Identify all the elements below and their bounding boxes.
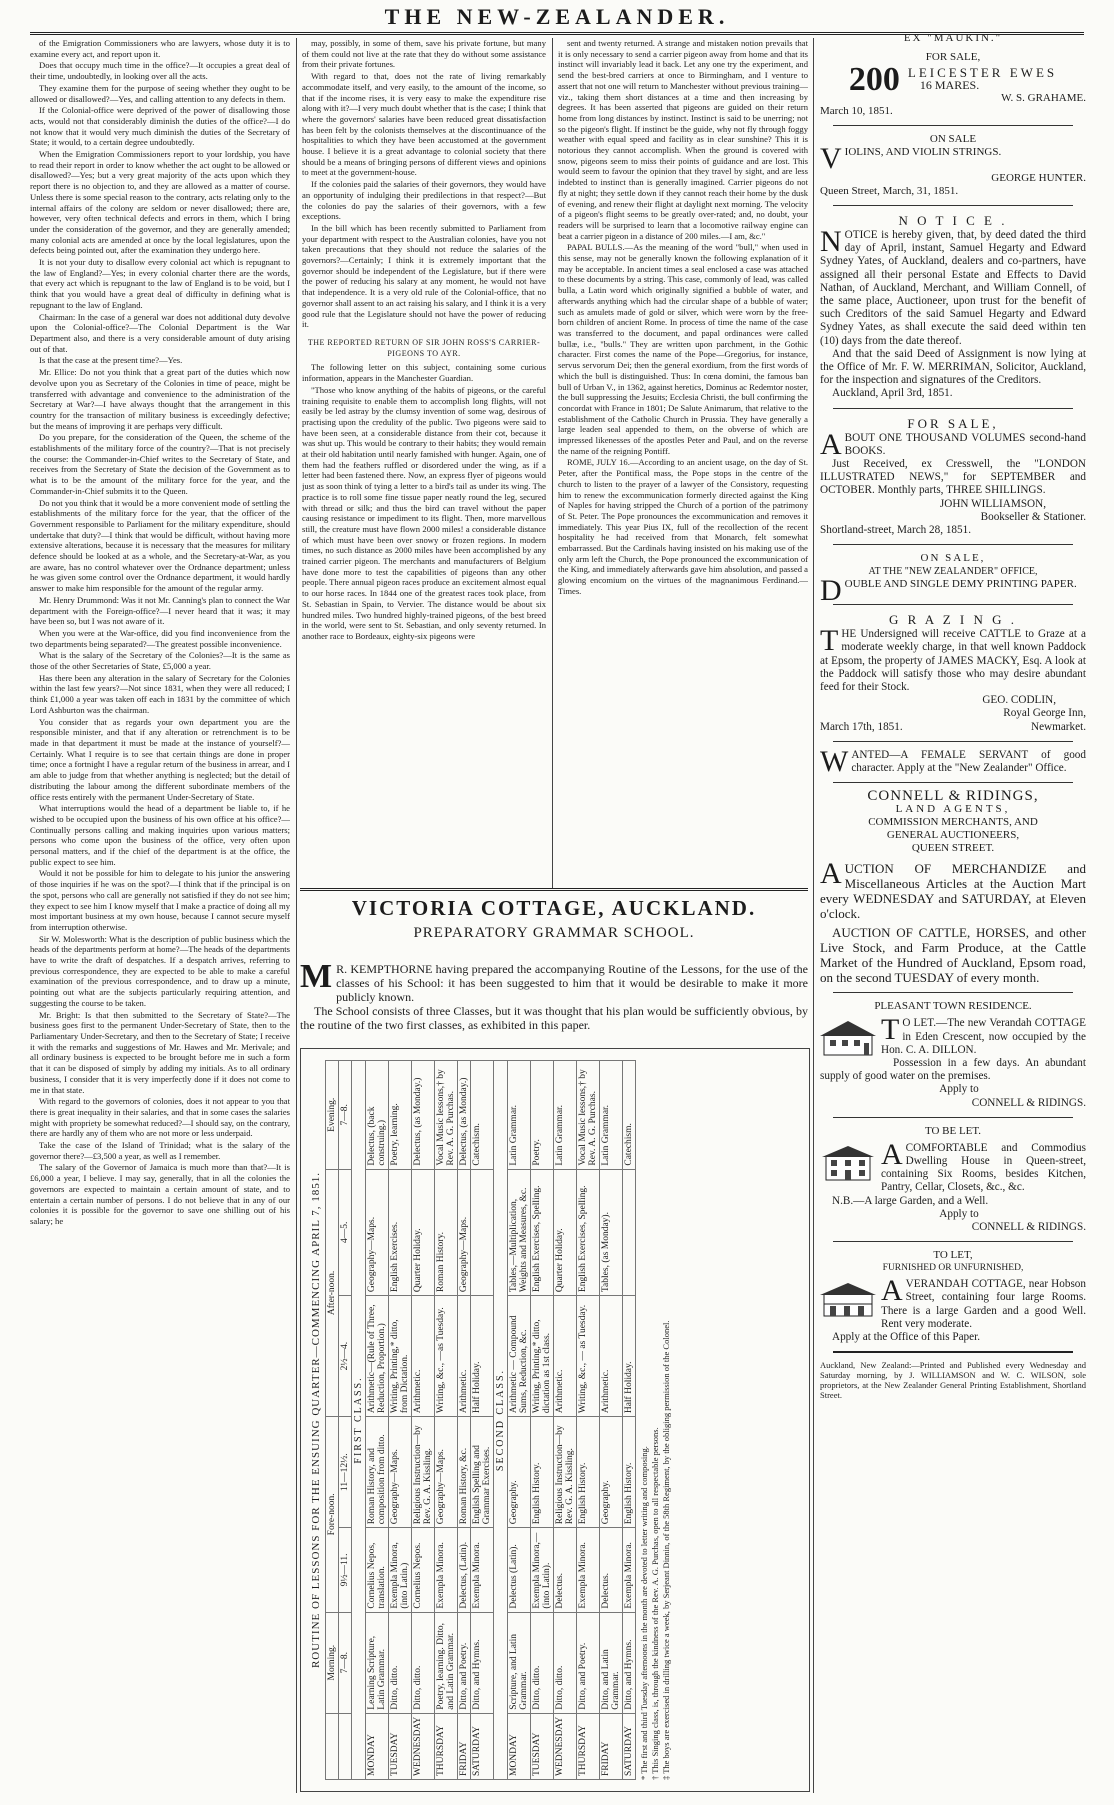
article-paragraph: The following letter on this subject, containing some curious information, appears in the Manchester Guardian.	[302, 362, 546, 384]
routine-cell: Writing, Printing,* ditto, from Dictation.	[389, 1296, 412, 1417]
routine-cell: Half Holiday.	[623, 1296, 636, 1417]
routine-day: MONDAY	[508, 1713, 531, 1779]
article-paragraph: of the Emigration Commissioners who are lawyers, whose duty it is to examine every act, and report upon it.	[30, 38, 290, 59]
routine-cell: Geography.	[508, 1417, 531, 1528]
routine-cell: Writing, Printing,* ditto, dictation as 1st class.	[531, 1296, 554, 1417]
article-paragraph: may, possibly, in some of them, save his private fortune, but many of them could not live at the rate that they do without some assistance from their private fortunes.	[302, 38, 546, 70]
article-paragraph: sent and twenty returned. A strange and mistaken notion prevails that it is only necessary to send a carrier pigeon away from home and that its instinct will invariably lead it back. Let any one try the experiment, and send the best-bred carriers at once to Birmingham, and I venture to assert that not one will return to Manchester without previous training—viz., taking them short distances at a time and then increasing by degrees. It has been asserted that pigeons are guided on their return home from long distances by instinct. Instinct is said to be unerring; not so the pigeon's flight. If instinct be the guide, why not fly through foggy weather with equal speed and facility as in clear sunshine? This it is notorious they cannot accomplish. When the ground is covered with snow, pigeons seem to miss their points of guidance and are lost. This would seem to favour the opinion that they travel by sight, and are less indebted to instinct than is generally imagined. Carrier pigeons do not fly at night; they settle down if they cannot reach their home by the dusk of evening, and renew their flight at daylight next morning. The velocity of a pigeon's flight seems to be greatly over-rated; and, no doubt, your readers will be surprised to learn that a locomotive railway engine can beat a carrier pigeon in a distance of 200 miles.—I am, &c."	[558, 38, 808, 241]
violins-text: IOLINS, AND VIOLIN STRINGS.	[844, 146, 1002, 158]
ad-separator	[833, 741, 1072, 742]
pleasant-body-2: Possession in a few days. An abundant supply of good water on the premises.	[820, 1056, 1086, 1083]
papal-bulls-text	[558, 38, 808, 597]
tobelet-body-2: N.B.—A large Garden, and a Well.	[832, 1194, 989, 1207]
books-date: Shortland-street, March 28, 1851.	[820, 524, 971, 537]
routine-cell: Ditto, ditto.	[412, 1612, 435, 1713]
paper-dropcap: D	[820, 574, 842, 608]
ad-separator	[833, 125, 1072, 126]
class-header: FIRST CLASS.	[352, 1061, 366, 1780]
governor-salaries-text	[302, 38, 546, 330]
article-column-2	[302, 38, 546, 886]
parliamentary-evidence-text	[30, 38, 290, 1227]
column-rule-1	[296, 38, 297, 1793]
routine-rotated	[310, 1060, 800, 1780]
article-paragraph: Has there been any alteration in the salary of Secretary for the Colonies within the last few years?—Not since 1831, when they were all reduced; I think £1,000 a year was taken off each in 1831 by the committee of which Lord Ashburton was the chairman.	[30, 672, 290, 715]
routine-row	[458, 1061, 471, 1780]
ad-to-be-let	[820, 1125, 1086, 1234]
school-dropcap: M	[300, 958, 333, 995]
period-morning: Morning.	[326, 1612, 339, 1713]
article-paragraph: Do not you think that it would be a more convenient mode of settling the establishments of the military force for the year, that the officer of the Government responsible to Parliament for the military expenditure, should undertake that duty?—I think that would be difficult, without having more extensive alterations, because it is necessary that the measures for military defence should be looked at as a whole, and the Secretary-at-War, as you are aware, has no control whatever over the Ordnance department; unless he was given some control over the Ordnance department, it would hardly answer to make him responsible for the amount of the regular army.	[30, 497, 290, 594]
paper-location: AT THE "NEW ZEALANDER" OFFICE,	[868, 566, 1038, 578]
grazing-signature: GEO. CODLIN,	[982, 694, 1056, 707]
article-paragraph: They examine them for the purpose of seeing whether they ought to be allowed or disallowed?—Yes, and calling attention to any defects in them.	[30, 82, 290, 104]
tolet-body-1: VERANDAH COTTAGE, near Hobson Street, containing four large Rooms. There is a large Garden and a good Well. Rent very moderate.	[881, 1278, 1086, 1330]
ad-books	[820, 416, 1086, 538]
routine-day: TUESDAY	[389, 1713, 412, 1779]
grazing-inn: Royal George Inn,	[1003, 707, 1086, 720]
routine-cell: Exempla Minora.	[623, 1528, 636, 1612]
routine-cell: Ditto, and Hymns.	[471, 1612, 494, 1713]
ad-printing-paper	[820, 552, 1086, 608]
routine-day: THURSDAY	[577, 1713, 600, 1779]
article-paragraph: The salary of the Governor of Jamaica is much more than that?—It is £6,000 a year, I believe. I may say, generally, that in all the colonies the governors are expected to maintain a certain amount of state, and to entertain a certain number of persons. I do not believe that in any of our colonies it is possible for the governor to save one shilling out of his salary; he	[30, 1162, 290, 1226]
routine-note: * The first and third Tuesday afternoons in the month are devoted to letter writing and composing.	[639, 1446, 649, 1780]
pigeons-text	[302, 362, 546, 641]
grazing-place: Newmarket.	[1031, 720, 1086, 733]
article-paragraph: Mr. Bright: Is that then submitted to the Secretary of State?—The business goes first to the permanent Under-Secretary of State, then to the Parliamentary Under-Secretary, and then to the Secretary of State; I receive it with the remarks and suggestions of Mr. Hawes and Mr. Merivale; and all ordinary business is expected to be brought before me in such a form that it can be disposed of simply by adding my initials. As to all ordinary business, I consider that it is very imperfectly done if it does not come to me in that state.	[30, 1009, 290, 1095]
routine-cell: English Exercises.	[389, 1169, 412, 1295]
article-paragraph: With regard to the governors of colonies, does it not appear to you that there is great inequality in their salaries, and that in some cases the salaries might with propriety be somewhat reduced?—I should say, on the contrary, there are hardly any of them who are not more or less underpaid.	[30, 1096, 290, 1139]
routine-cell: English Spelling and Grammar Exercises.	[471, 1417, 494, 1528]
time-header: 11—12½.	[339, 1417, 352, 1528]
routine-day: SATURDAY	[471, 1713, 494, 1779]
routine-cell: Roman History, &c.	[458, 1417, 471, 1528]
wanted-text: ANTED—A FEMALE SERVANT of good character. Apply at the "New Zealander" Office.	[851, 748, 1086, 775]
maukin-for-sale: FOR SALE,	[925, 51, 981, 63]
article-paragraph: Would it not be possible for him to delegate to his junior the answering of those inquiries if he was on the spot?—I think that if the principal is on the spot, persons who call are generally not satisfied if they do not see him; they expect to see him I know myself that I make a practice of doing all my most important business at my own house, because I cannot secure myself from interruption otherwise.	[30, 868, 290, 932]
time-header: 7—8.	[339, 1061, 352, 1170]
violins-dropcap: V	[820, 142, 842, 175]
routine-row	[577, 1061, 600, 1780]
time-header: 7—8.	[339, 1612, 352, 1713]
tobelet-title: TO BE LET.	[924, 1124, 982, 1137]
routine-notes	[639, 1060, 672, 1780]
paper-text: OUBLE AND SINGLE DEMY PRINTING PAPER.	[844, 578, 1077, 591]
ad-notice	[820, 213, 1086, 401]
routine-cell	[471, 1169, 494, 1295]
article-paragraph: Is that the case at the present time?—Yes.	[39, 355, 183, 366]
routine-cell: Ditto, and Poetry.	[577, 1612, 600, 1713]
routine-cell: Cornelius Nepos, translation.	[366, 1528, 389, 1612]
routine-cell: Delectus.	[554, 1528, 577, 1612]
routine-cell: Delectus.	[600, 1528, 623, 1612]
period-forenoon: Fore-noon.	[326, 1417, 339, 1612]
routine-day: FRIDAY	[600, 1713, 623, 1779]
routine-cell: Latin Grammar.	[508, 1061, 531, 1170]
ad-pleasant-residence	[820, 1000, 1086, 1109]
violins-title: ON SALE	[929, 133, 977, 145]
routine-cell: Delectus (Latin).	[508, 1528, 531, 1612]
ad-separator	[833, 992, 1072, 993]
ad-maukin	[820, 32, 1086, 118]
ad-separator	[833, 408, 1072, 409]
time-corner	[339, 1713, 352, 1779]
connell-auction-2: AUCTION OF CATTLE, HORSES, and other Live Stock, and Farm Produce, at the Cattle Market of the Hundred of Auckland, Epsom road, on the second TUESDAY of every month.	[820, 925, 1086, 986]
pleasant-signature: CONNELL & RIDINGS.	[971, 1096, 1086, 1109]
imprint-footer: Auckland, New Zealand:—Printed and Published every Wednesday and Saturday morning, by J. WILLIAMSON and W. C. WILSON, sole proprietors, at the New Zealander General Printing Establishment, Shortland Street.	[820, 1360, 1086, 1401]
routine-cell: English History.	[531, 1417, 554, 1528]
pleasant-title: PLEASANT TOWN RESIDENCE.	[874, 1000, 1032, 1013]
routine-cell: Arithmetic.	[554, 1296, 577, 1417]
routine-cell: Tables,—Multiplication, Weights and Measures, &c.	[508, 1169, 531, 1295]
ad-separator	[833, 1241, 1072, 1242]
routine-cell: Roman History.	[435, 1169, 458, 1295]
routine-cell: Geography—Maps.	[366, 1169, 389, 1295]
notice-body-2: And that the said Deed of Assignment is now lying at the Office of Mr. F. W. MERRIMAN, Solicitor, Auckland, for the inspection and signatures of the Creditors.	[820, 347, 1086, 387]
routine-cell: Poetry, learning.	[389, 1061, 412, 1170]
routine-cell: Vocal Music lessons,† by Rev. A. G. Purchas.	[435, 1061, 458, 1170]
routine-day: WEDNESDAY	[412, 1713, 435, 1779]
notice-dropcap: N	[820, 225, 842, 258]
routine-cell: Arithmetic.	[412, 1296, 435, 1417]
pleasant-body-1: O LET.—The new Verandah COTTAGE in Eden Crescent, now occupied by the Hon. C. A. DILLON.	[881, 1017, 1086, 1056]
connell-auction-1: UCTION OF MERCHANDIZE and Miscellaneous Articles at the Auction Mart every WEDNESDAY and SATURDAY, at Eleven o'clock.	[820, 861, 1086, 922]
pleasant-apply: Apply to	[939, 1083, 979, 1096]
tolet-title: TO LET,	[933, 1249, 973, 1262]
grazing-title: G R A Z I N G .	[888, 612, 1018, 628]
routine-note: † This Singing class, is, through the kindness of the Rev. A. G. Purchas, open to all respectable persons.	[650, 1427, 660, 1780]
books-body-1: BOUT ONE THOUSAND VOLUMES second-hand BOOKS.	[844, 431, 1086, 457]
routine-row	[389, 1061, 412, 1780]
verandah-cottage-icon	[820, 1280, 876, 1318]
routine-day: THURSDAY	[435, 1713, 458, 1779]
routine-cell: Ditto, and Hymns.	[623, 1612, 636, 1713]
tolet-subtitle: FURNISHED OR UNFURNISHED,	[882, 1263, 1024, 1274]
routine-cell: Exempla Minora.	[577, 1528, 600, 1612]
routine-caption: ROUTINE OF LESSONS FOR THE ENSUING QUARTER—COMMENCING APRIL 7, 1851.	[310, 1171, 322, 1669]
article-paragraph: PAPAL BULLS.—As the meaning of the word "bull," when used in this sense, may not be generally known the following explanation of it may be acceptable. In ancient times a seal enclosed a case was attached to these documents by a string. This case, commonly of lead, was called bulla, a Latin word which originally signified a bubble of water, and afterwards anything which had the circular shape of a bubble of water; such as amulets made of gold or silver, which were worn by the free-born children of ancient Rome. In process of time the name of the case was transferred to the document, and papal ordinances were called bullæ, i.e., "bulls." They are written upon parchment, in the Gothic character. First comes the name of the Pope—Gregorius, for instance, servus servorum Dei; then the general exordium, from the first words of which the bull is distinguished. Thus: In cœna domini, the famous ban bull of Urban V., in 1362, against heretics, Dominus ac Redemtor noster, the bull suppressing the Jesuits; Ecclesia Christi, the bull confirming the concordat with France in 1801; De Salute Animarum, that relative to the establishment of the Catholic Church in Prussia. They have generally a large leaden seal appended to them, on the obverse of which are impressed likenesses of the apostles Peter and Paul, and on the reverse the name of the reigning Pontiff.	[558, 242, 808, 456]
connell-line: LAND AGENTS,	[895, 803, 1011, 816]
routine-row	[600, 1061, 623, 1780]
routine-day: MONDAY	[366, 1713, 389, 1779]
wanted-dropcap: W	[820, 744, 849, 778]
routine-row	[508, 1061, 531, 1780]
tolet-body-2: Apply at the Office of this Paper.	[832, 1330, 980, 1343]
books-signature: JOHN WILLIAMSON,	[939, 497, 1046, 510]
routine-cell: Half Holiday.	[471, 1296, 494, 1417]
article-paragraph: ROME, JULY 16.—According to an ancient usage, on the day of St. Peter, after the Pontifical mass, the Pope stops in the centre of the church to listen to the prayer of a lawyer of the Consistory, requesting him to renew the excommunication formerly directed against the King of Naples for having stripped the Church of a portion of the patrimony of St. Peter. The Pope pronounces the excommunication and removes it immediately. This year Pius IX, full of the recollection of the recent hospitality he had received from that Monarch, felt somewhat embarrassed. But the Cardinals having insisted on his making use of the only arm left the Church, the Pope pronounced the excommunication of the King, and immediately afterwards gave him absolution, and passed a glowing encomium on the virtues of the magnanimous Ferdinand.—Times.	[558, 457, 808, 596]
article-paragraph: Chairman: In the case of a general war does not additional duty devolve upon the Colonial-office?—The Colonial Department is the War Department also, and there is a very considerable amount of duty arising out of that.	[30, 311, 290, 354]
routine-cell: Ditto, ditto.	[554, 1612, 577, 1713]
article-paragraph: You consider that as regards your own department you are the responsible minister, and that if any alteration or retrenchment is to be made in that department it must be made at the instance of yourself?—Certainly. What I require is to see that certain things are done in proper time; once a fortnight I have a regular return of the business in arrear, and I am able to judge from that whether anything is neglected; but the detail of distributing the labour among the different subordinate members of the office rests entirely with the permanent Under-Secretary of State.	[30, 716, 290, 802]
maukin-date: March 10, 1851.	[820, 105, 893, 117]
routine-day: WEDNESDAY	[554, 1713, 577, 1779]
school-title: VICTORIA COTTAGE, AUCKLAND.	[351, 896, 757, 920]
routine-cell: Tables, (as Monday).	[600, 1169, 623, 1295]
routine-cell: Exempla Minora.	[435, 1528, 458, 1612]
article-paragraph: Mr. Henry Drummond: Was it not Mr. Canning's plan to connect the War department with the Foreign-office?—I never heard that it was; it may have been so, but I was not aware of it.	[30, 594, 290, 627]
school-intro	[300, 958, 808, 1032]
grazing-date: March 17th, 1851.	[820, 720, 903, 733]
routine-row	[366, 1061, 389, 1780]
maukin-line1: LEICESTER EWES	[907, 65, 1058, 80]
routine-cell: Scripture, and Latin Grammar.	[508, 1612, 531, 1713]
ad-grazing	[820, 612, 1086, 734]
books-dropcap: A	[820, 427, 842, 461]
article-paragraph: Take the case of the Island of Trinidad; what is the salary of the governor there?—£3,500 a year, as well as I remember.	[30, 1140, 290, 1161]
ad-separator	[833, 604, 1072, 605]
article-column-1	[30, 38, 290, 1798]
routine-corner	[326, 1713, 339, 1779]
routine-cell: Catechism.	[471, 1061, 494, 1170]
school-intro-2: The School consists of three Classes, but it was thought that his plan would be sufficiently obvious, by the routine of the two first classes, as exhibited in this paper.	[300, 1004, 808, 1032]
ad-separator	[833, 1351, 1072, 1353]
connell-line: GENERAL AUCTIONEERS,	[886, 829, 1020, 842]
ad-to-let	[820, 1249, 1086, 1344]
routine-cell: Religious Instruction—by Rev. G. A. Kissling.	[412, 1417, 435, 1528]
ad-wanted	[820, 744, 1086, 778]
routine-cell: Ditto, ditto.	[389, 1612, 412, 1713]
ad-violins	[820, 133, 1086, 198]
routine-cell: Roman History, and composition from ditto.	[366, 1417, 389, 1528]
routine-cell: Poetry, learning. Ditto, and Latin Grammar.	[435, 1612, 458, 1713]
period-afternoon: After-noon.	[326, 1169, 339, 1417]
article-paragraph: If the colonies paid the salaries of their governors, they would have an opportunity of indulging their predilections in that respect?—But the colonies do pay the salaries of their governors, with a few exceptions.	[302, 179, 546, 222]
routine-cell: Writing, &c., — as Tuesday.	[577, 1296, 600, 1417]
routine-cell: Delectus, (back construing.)	[366, 1061, 389, 1170]
tobelet-dropcap: A	[881, 1137, 903, 1171]
routine-cell: Arithmetic — Compound Sums, Reduction, &c.	[508, 1296, 531, 1417]
routine-cell: Quarter Holiday.	[412, 1169, 435, 1295]
routine-cell: Exempla Minora, (into Latin.)	[389, 1528, 412, 1612]
routine-cell: Delectus, (as Monday.)	[458, 1061, 471, 1170]
routine-row	[554, 1061, 577, 1780]
article-paragraph: Do you prepare, for the consideration of the Queen, the scheme of the establishments of the military force of the country?—That is not precisely the course: the Commander-in-Chief writes to the Secretary of State, and receives from the Secretary of State the decision of the Government as to what is to be the amount of the military force for the year, and the Commander-in-Chief submits it to the Queen.	[30, 432, 290, 496]
tobelet-body-1: COMFORTABLE and Commodius Dwelling House in Queen-street, containing Six Rooms, besides Kitchen, Pantry, Cellar, Closets, &c., &c.	[881, 1141, 1086, 1194]
maukin-title: EX "MAUKIN."	[903, 32, 1003, 44]
tobelet-apply: Apply to	[939, 1207, 979, 1220]
article-paragraph: Does that occupy much time in the office?—It occupies a great deal of their time, undoubtedly, in looking over all the acts.	[30, 60, 290, 82]
routine-cell: Ditto, and Latin Grammar.	[600, 1612, 623, 1713]
routine-cell: Ditto, ditto.	[531, 1612, 554, 1713]
article-paragraph: What interruptions would the head of a department be liable to, if he wished to be occupied upon the business of his own office at his office?—Continually persons calling and making inquiries upon various matters; persons who come upon the business of the office, very often upon personal matters, and if the chief of the department is at the office, the public expect to see him.	[30, 803, 290, 867]
routine-cell	[623, 1169, 636, 1295]
routine-note: ‡ The boys are exercised in drilling twice a week, by Serjeant Dinnin, of the 58th Regiment, by the obliging permission of the Colonel.	[661, 1320, 671, 1780]
ad-separator	[833, 544, 1072, 545]
routine-cell: English Exercises, Spelling.	[577, 1169, 600, 1295]
routine-cell: Religious Instruction—by Rev. G. A. Kissling.	[554, 1417, 577, 1528]
school-intro-1: R. KEMPTHORNE having prepared the accompanying Routine of the Lessons, for the use of the classes of his School: it has been suggested to him that it would be desirable to make it more publicly known.	[336, 962, 808, 1004]
routine-cell: Vocal Music lessons,† by Rev. A. G. Purchas.	[577, 1061, 600, 1170]
routine-day: TUESDAY	[531, 1713, 554, 1779]
column-rule-2	[552, 38, 553, 888]
connell-line: QUEEN STREET.	[911, 842, 995, 855]
article-column-3	[558, 38, 808, 886]
pleasant-dropcap: T	[881, 1013, 900, 1047]
school-top-rule	[300, 888, 808, 891]
masthead-title: THE NEW-ZEALANDER.	[384, 4, 730, 29]
article-paragraph: "Those who know anything of the habits of pigeons, or the careful training requisite to enable them to accomplish long flights, will not easily be led astray by the clumsy invention of some wag, desirous of practising upon the credulity of the public. Two pigeons were said to have been seen, at a considerable distance from their cot, because it was shut up. This would be contrary to their habits; they would remain at their old habitation until nearly famished with hunger. Again, one of them had the feathers ruffled or disordered under the wing, as if a letter had been fastened there. Now, an express flyer of pigeons would just as soon think of tying a letter to a bird's tail as under its wing. The practice is to roll some fine tissue paper neatly round the leg, secured with thread or silk; and thus the bird can travel without the paper causing resistance or impediment to its flight. Then, more marvellous still, the creature must have flown 2000 miles! a considerable distance of which must have been over snowy or frozen regions. In modern times, no such distance as 2000 miles have been accomplished by any trained carrier pigeon. The merchants and manufacturers of Belgium have done more to test the capabilities of pigeons than any other people. There annual pigeon races produce an excitement almost equal to our horse races. In 1844 one of the greatest races took place, from St. Sebastian in Spain, to Vervier. The distance would be about six hundred miles. Two hundred highly-trained pigeons, of the best breed in the world, were sent to St. Sebastian, and only seventy returned. In another race to Bordeaux, eighty-six pigeons were	[302, 384, 546, 641]
tobelet-signature: CONNELL & RIDINGS.	[971, 1220, 1086, 1233]
ad-connell-ridings	[820, 790, 1086, 985]
class-header: SECOND CLASS.	[494, 1061, 508, 1780]
routine-row	[623, 1061, 636, 1780]
period-evening: Evening.	[326, 1061, 339, 1170]
books-title: FOR SALE,	[907, 415, 999, 431]
routine-cell: Latin Grammar.	[600, 1061, 623, 1170]
time-header: 2½—4.	[339, 1296, 352, 1417]
article-paragraph: What is the salary of the Secretary of the Colonies?—It is the same as those of the other Secretaries of State, £5,000 a year.	[30, 650, 290, 672]
routine-cell: Catechism.	[623, 1061, 636, 1170]
pigeons-heading: THE REPORTED RETURN OF SIR JOHN ROSS'S CARRIER-PIGEONS TO AYR.	[307, 337, 541, 358]
cottage-icon	[820, 1019, 876, 1057]
routine-row	[435, 1061, 458, 1780]
article-paragraph: In the bill which has been recently submitted to Parliament from your department with respect to the Australian colonies, have you not taken precautions that they should not reduce the salaries of the governors?—Certainly; I think it is extremely important that the governor should be independent of the Legislature, but if there were the power of reducing his salary at any moment, he would not have that independence. It is a very old rule of the Colonial-office, that no governor shall assent to an act raising his salary, and I think it is a very good rule that the Legislature should not have the power of reducing it.	[302, 222, 546, 330]
routine-cell: Geography—Maps.	[458, 1169, 471, 1295]
dwelling-house-icon	[820, 1144, 876, 1182]
article-paragraph: Mr. Ellice: Do not you think that a great part of the duties which now devolve upon you as Secretary of the Colonies in time of peace, might be transferred with advantage and convenience to the administration of the Secretary at War?—I have always thought that the arrangement in this country for the transaction of military business is exceedingly defective; but the means of improving it are perhaps very difficult.	[30, 367, 290, 431]
notice-body-1: OTICE is hereby given, that, by deed dated the third day of April, instant, Samuel Hegarty and Edward Sydney Yates, of Auckland, dealers and co-partners, have assigned all their personal Estate and Effects to David Nathan, of Auckland, Merchant, and William Connell, of the same place, Auctioneer, upon trust for the benefit of such Creditors of the said Samuel Hegarty and Edward Sydney Yates, as shall execute the said deed within ten (10) days from the date thereof.	[820, 229, 1086, 347]
routine-cell: Latin Grammar.	[554, 1061, 577, 1170]
books-body-2: Just Received, ex Cresswell, the "LONDON ILLUSTRATED NEWS," for SEPTEMBER and OCTOBER. Monthly parts, THREE SHILLINGS.	[820, 458, 1086, 497]
time-header: 9½—11.	[339, 1528, 352, 1612]
class-header-row	[494, 1061, 508, 1780]
routine-row	[412, 1061, 435, 1780]
column-rule-3	[813, 38, 814, 1793]
ad-separator	[833, 205, 1072, 206]
article-paragraph: If the Colonial-office were deprived of the power of disallowing those acts, would not that considerably diminish the duties of the office?—I do not know that it would very much diminish the duties of the Secretary of State; it would, to a certain degree undoubtedly.	[30, 105, 290, 148]
notice-date: Auckland, April 3rd, 1851.	[832, 387, 953, 400]
article-paragraph: When the Emigration Commissioners report to your lordship, you have to read their report in order to know whether the act ought to be allowed or disallowed?—Yes; but a very great majority of the acts upon which they report there is no objection to, and they are allowed as a matter of course. Unless there is some special reason to the contrary, acts relating only to the internal affairs of the colony are seldom or never disallowed; there are, however, very often technical defects and errors in them, which I bring under the consideration of the governor, and they are generally amended; many colonial acts are amended at once by the local legislatures, upon the defects being pointed out, after the examination they undergo here.	[30, 149, 290, 256]
routine-frame	[300, 1048, 810, 1792]
ad-separator	[833, 1117, 1072, 1118]
routine-cell: Exempla Minora,—(into Latin).	[531, 1528, 554, 1612]
connell-line: COMMISSION MERCHANTS, AND	[868, 816, 1038, 829]
tolet-dropcap: A	[881, 1274, 903, 1308]
article-paragraph: When you were at the War-office, did you find inconvenience from the two departments being separated?—The greatest possible inconvenience.	[30, 627, 290, 649]
maukin-number: 200	[848, 60, 900, 98]
ad-separator	[833, 782, 1072, 783]
grazing-dropcap: T	[820, 624, 839, 658]
violins-signature: GEORGE HUNTER.	[991, 172, 1086, 184]
connell-title: CONNELL & RIDINGS,	[867, 788, 1039, 805]
violins-date: Queen Street, March, 31, 1851.	[820, 185, 959, 197]
routine-period-row	[326, 1061, 339, 1780]
article-paragraph: With regard to that, does not the rate of living remarkably accommodate itself, and very easily, to the amount of the income, so that if the income rises, it is very easy to make the expenditure rise along with it?—I very much doubt whether that is the case; I think that where the governors' salaries have been reduced great dissatisfaction has been felt by the colonists themselves at the discontinuance of the hospitalities to which they have been accustomed at the government house. I believe it is a great advantage to colonial society that there should be a means of bringing persons of different views and opinions to meet at the government-house.	[302, 71, 546, 178]
routine-day: FRIDAY	[458, 1713, 471, 1779]
connell-dropcap: A	[820, 857, 842, 891]
routine-cell: Arithmetic—(Rule of Three, Reduction, Proportion.)	[366, 1296, 389, 1417]
grazing-body: HE Undersigned will receive CATTLE to Graze at a moderate weekly charge, in that well known Paddock at Epsom, the property of JAMES MACKY, Esq. A look at the Paddock will satisfy those who may desire abundant feed for their Stock.	[820, 628, 1086, 694]
routine-cell: Geography.	[600, 1417, 623, 1528]
routine-cell: Geography—Maps.	[389, 1417, 412, 1528]
routine-cell: English Exercises, Spelling.	[531, 1169, 554, 1295]
books-signature-title: Bookseller & Stationer.	[980, 510, 1086, 523]
routine-cell: English History.	[577, 1417, 600, 1528]
routine-cell: Poetry.	[531, 1061, 554, 1170]
class-header-row	[352, 1061, 366, 1780]
school-subtitle: PREPARATORY GRAMMAR SCHOOL.	[413, 925, 695, 941]
routine-cell: Arithmetic.	[458, 1296, 471, 1417]
routine-cell: Quarter Holiday.	[554, 1169, 577, 1295]
routine-cell: Learning Scripture, Latin Grammar.	[366, 1612, 389, 1713]
time-header: 4—5.	[339, 1169, 352, 1295]
routine-cell: Ditto, and Poetry.	[458, 1612, 471, 1713]
maukin-line2: 16 MARES.	[919, 78, 980, 92]
routine-cell: Delectus, (as Monday.)	[412, 1061, 435, 1170]
article-paragraph: It is not your duty to disallow every colonial act which is repugnant to the law of England?—Yes; in every colonial charter there are the words, that every act which is repugnant to the law of England is to be void, but I think that you would have a great deal of difficulty in defining what is repugnant to the law of England.	[30, 257, 290, 310]
routine-table	[310, 1060, 636, 1780]
routine-time-row	[339, 1061, 352, 1780]
routine-body	[352, 1061, 636, 1780]
school-banner	[300, 896, 808, 942]
article-paragraph: Sir W. Molesworth: What is the description of public business which the heads of the departments perform at home?—The heads of the departments have to write the draft of despatches. If a despatch arrives, referring to previous correspondence, they are expected to be able to make a careful examination of the previous correspondence, and to draw up a minute, pointing out what are the subjects particularly requiring attention, and suggesting the course to be taken.	[30, 933, 290, 1008]
routine-row	[531, 1061, 554, 1780]
routine-cell: Delectus, (Latin).	[458, 1528, 471, 1612]
routine-cell: Exempla Minora.	[471, 1528, 494, 1612]
routine-cell: Arithmetic.	[600, 1296, 623, 1417]
routine-cell: Cornelius Nepos.	[412, 1528, 435, 1612]
notice-title: N O T I C E .	[898, 213, 1008, 228]
routine-cell: Writing, &c., —as Tuesday.	[435, 1296, 458, 1417]
maukin-signature: W. S. GRAHAME.	[1001, 92, 1086, 104]
routine-cell: Geography—Maps.	[435, 1417, 458, 1528]
advertisements-column	[820, 32, 1086, 1400]
routine-cell: English History.	[623, 1417, 636, 1528]
paper-title: ON SALE,	[920, 552, 986, 565]
routine-row	[471, 1061, 494, 1780]
routine-day: SATURDAY	[623, 1713, 636, 1779]
